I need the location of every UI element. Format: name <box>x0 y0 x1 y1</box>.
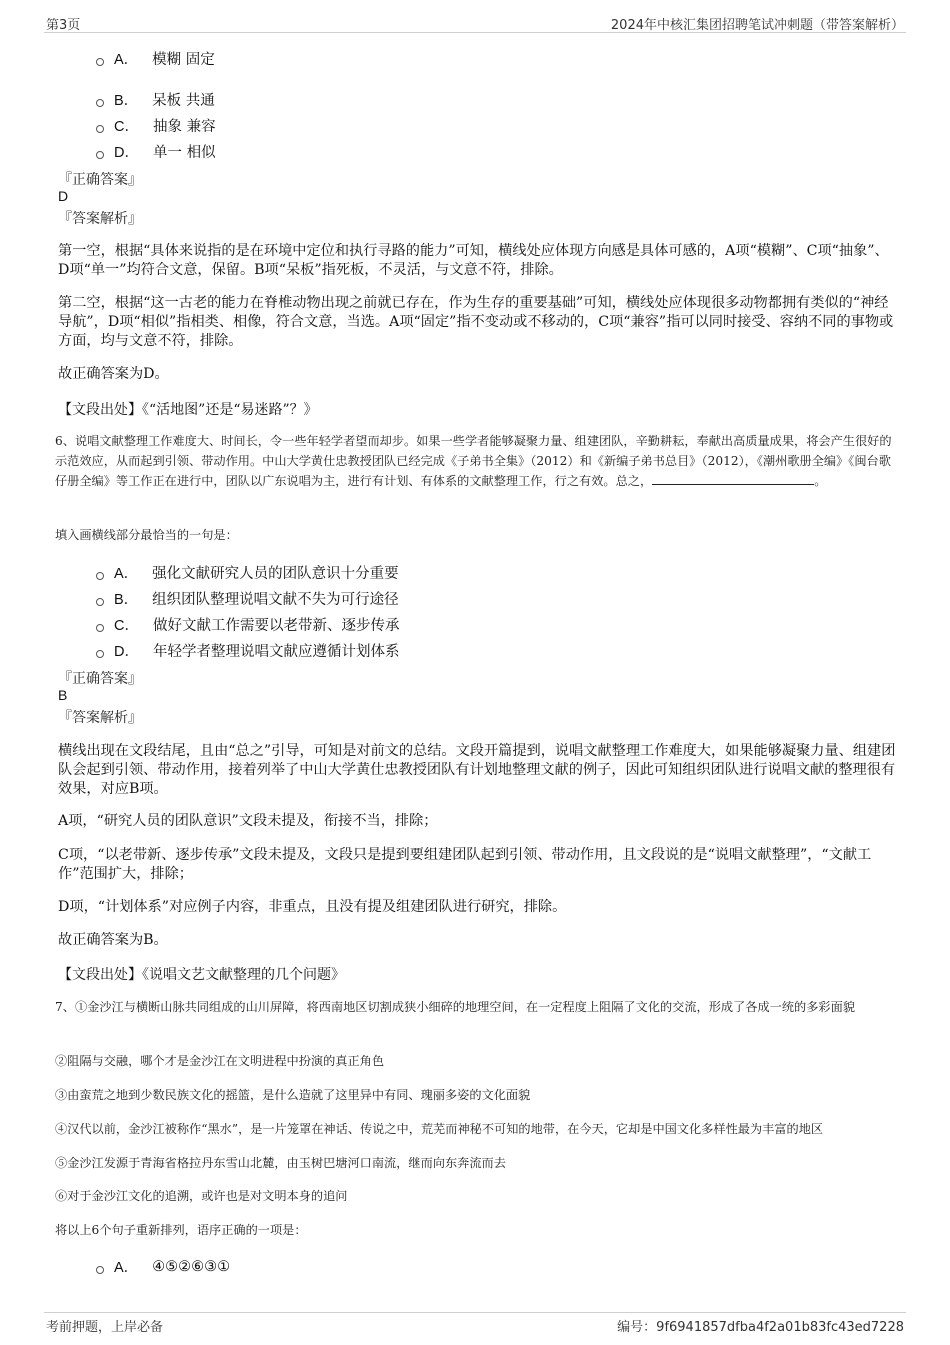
document-code: 编号：9f6941857dfba4f2a01b83fc43ed7228 <box>617 1320 904 1335</box>
page-number: 第3页 <box>46 18 81 33</box>
q5-analysis-paragraph: 第一空，根据“具体来说指的是在环境中定位和执行寻路的能力”可知，横线处应体现方向感是具体可感的，A项“模糊”、C项“抽象”、D项“单一”均符合文意，保留。B项“呆板”指死板，不灵活，与文意不符，排除。 <box>58 243 889 278</box>
q6-analysis-paragraph: 横线出现在文段结尾，且由“总之”引导，可知是对前文的总结。文段开篇提到，说唱文献整理工作难度大，如果能够凝聚力量、组建团队会起到引领、带动作用，接着列举了中山大学黄仕忠教授团队有计划地整理文献的例子，因此可知组织团队进行说唱文献的整理很有效果，对应B项。 <box>58 743 896 797</box>
q6-analysis-label: 『答案解析』 <box>58 710 142 726</box>
q6-option-c[interactable]: C． 做好文献工作需要以老带新、逐步传承 <box>96 614 399 635</box>
q6-stem: 6、说唱文献整理工作难度大、时间长，令一些年轻学者望而却步。如果一些学者能够凝聚力量、组建团队，辛勤耕耘，奉献出高质量成果，将会产生很好的示范效应，从而起到引领、带动作用。中山大学黄仕忠教授团队已经完成《子弟书全集》（2012）和《新编子弟书总目》（2012），《潮州歌册全编》《闽台歌仔册全编》等工作正在进行中，团队以广东说唱为主，进行有计划、有体系的文献整理工作，行之有效。总之， 。 <box>55 434 892 488</box>
q5-answer: D <box>58 188 69 204</box>
q5-conclusion: 故正确答案为D。 <box>58 366 169 382</box>
radio-icon[interactable] <box>96 572 104 580</box>
radio-icon[interactable] <box>96 598 104 606</box>
q5-analysis-paragraph: 第二空，根据“这一古老的能力在脊椎动物出现之前就已存在，作为生存的重要基础”可知，横线处应体现很多动物都拥有类似的“神经导航”，D项“相似”指相类、相像，符合文意，当选。A项“固定”指不变动或不移动的，C项“兼容”指可以同时接受、容纳不同的事物或方面，均与文意不符，排除。 <box>58 295 894 349</box>
q7-sentence: ②阻隔与交融，哪个才是金沙江在文明进程中扮演的真正角色 <box>55 1054 385 1068</box>
q5-option-a[interactable]: A． 模糊 固定 <box>96 48 215 69</box>
q6-analysis-paragraph: C项，“以老带新、逐步传承”文段未提及，文段只是提到要组建团队起到引领、带动作用，且文段说的是“说唱文献整理”，“文献工作”范围扩大，排除； <box>58 847 872 882</box>
radio-icon[interactable] <box>96 624 104 632</box>
q5-option-b[interactable]: B． 呆板 共通 <box>96 89 215 110</box>
footer-slogan: 考前押题，上岸必备 <box>46 1320 164 1335</box>
radio-icon[interactable] <box>96 125 104 133</box>
q6-source: 【文段出处】《说唱文艺文献整理的几个问题》 <box>58 967 345 983</box>
q6-answer-label: 『正确答案』 <box>58 671 142 687</box>
q7-prompt: 将以上6个句子重新排列，语序正确的一项是： <box>55 1223 307 1237</box>
q6-option-a[interactable]: A． 强化文献研究人员的团队意识十分重要 <box>96 562 399 583</box>
q6-option-b[interactable]: B． 组织团队整理说唱文献不失为可行途径 <box>96 588 399 609</box>
page-header <box>44 12 906 33</box>
q5-source: 【文段出处】《“活地图”还是“易迷路”？》 <box>58 402 318 418</box>
radio-icon[interactable] <box>96 650 104 658</box>
q7-sentence: ③由蛮荒之地到少数民族文化的摇篮，是什么造就了这里异中有同、瑰丽多姿的文化面貌 <box>55 1088 531 1102</box>
q5-answer-label: 『正确答案』 <box>58 172 142 188</box>
document-title: 2024年中核汇集团招聘笔试冲刺题（带答案解析） <box>610 18 904 33</box>
radio-icon[interactable] <box>96 1266 104 1274</box>
q5-option-d[interactable]: D． 单一 相似 <box>96 141 216 162</box>
q6-analysis-paragraph: D项，“计划体系”对应例子内容，非重点，且没有提及组建团队进行研究，排除。 <box>58 899 567 915</box>
q5-option-c[interactable]: C． 抽象 兼容 <box>96 115 216 136</box>
radio-icon[interactable] <box>96 151 104 159</box>
page-footer <box>44 1312 906 1337</box>
q7-sentence: ⑤金沙江发源于青海省格拉丹东雪山北麓，由玉树巴塘河口南流，继而向东奔流而去 <box>55 1156 506 1170</box>
radio-icon[interactable] <box>96 99 104 107</box>
q7-sentence: ⑥对于金沙江文化的追溯，或许也是对文明本身的追问 <box>55 1189 348 1203</box>
q6-analysis-paragraph: A项，“研究人员的团队意识”文段未提及，衔接不当，排除； <box>58 813 438 829</box>
q5-analysis-label: 『答案解析』 <box>58 211 142 227</box>
q7-sentence: 7、①金沙江与横断山脉共同组成的山川屏障，将西南地区切割成狭小细碎的地理空间，在一定程度上阻隔了文化的交流，形成了各成一统的多彩面貌 <box>55 1000 855 1014</box>
fill-in-blank-line <box>652 483 814 485</box>
radio-icon[interactable] <box>96 58 104 66</box>
q6-conclusion: 故正确答案为B。 <box>58 932 168 948</box>
q7-sentence: ④汉代以前，金沙江被称作“黑水”，是一片笼罩在神话、传说之中，荒芜而神秘不可知的地带，在今天，它却是中国文化多样性最为丰富的地区 <box>55 1122 824 1136</box>
q7-option-a[interactable]: A． ④⑤②⑥③① <box>96 1256 230 1277</box>
q6-option-d[interactable]: D． 年轻学者整理说唱文献应遵循计划体系 <box>96 640 399 661</box>
q6-prompt: 填入画横线部分最恰当的一句是： <box>55 528 238 542</box>
q6-answer: B <box>58 687 68 703</box>
